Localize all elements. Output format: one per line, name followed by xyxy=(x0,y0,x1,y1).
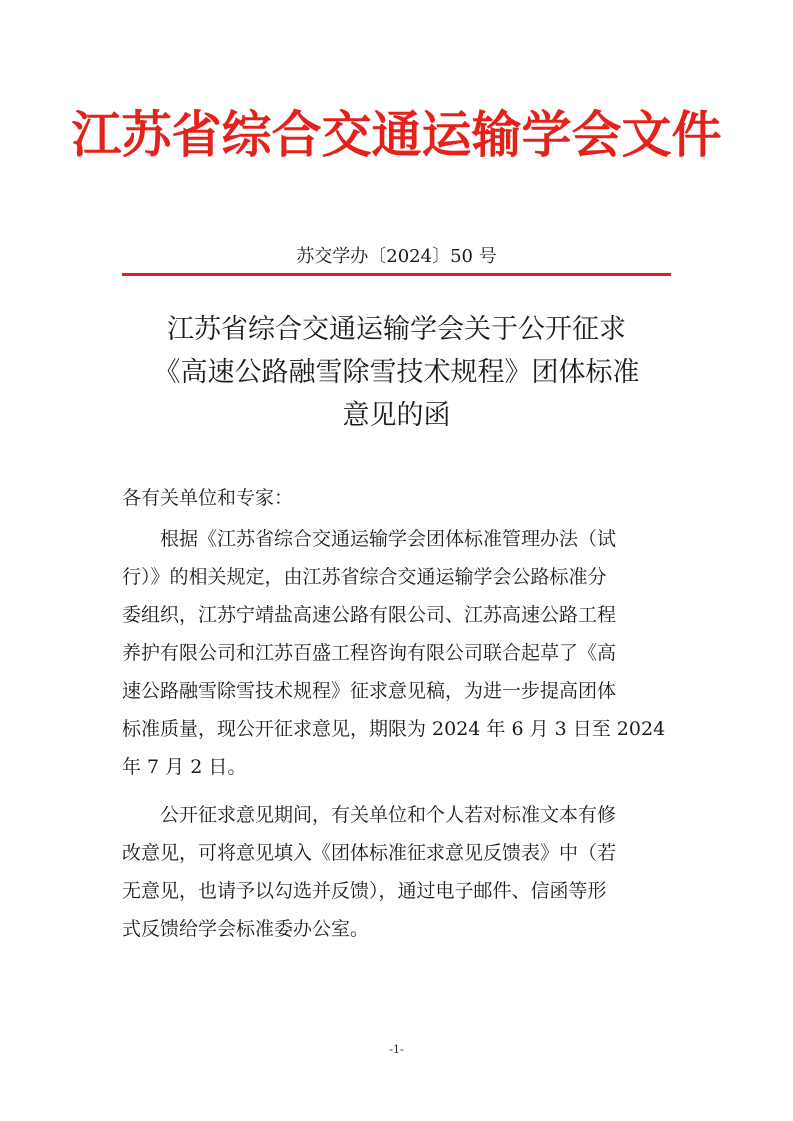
paragraph-line: 委组织，江苏宁靖盐高速公路有限公司、江苏高速公路工程 xyxy=(122,604,617,626)
page-number: -1- xyxy=(389,1043,404,1056)
title-line: 江苏省综合交通运输学会关于公开征求 xyxy=(167,314,626,345)
salutation: 各有关单位和专家： xyxy=(122,487,294,509)
title-line: 《高速公路融雪除雪技术规程》团体标准 xyxy=(153,357,640,388)
org-header-title: 江苏省综合交通运输学会文件 xyxy=(71,105,722,164)
paragraph xyxy=(122,520,682,786)
paragraph-line: 速公路融雪除雪技术规程》征求意见稿，为进一步提高团体 xyxy=(122,680,617,702)
paragraph-line: 公开征求意见期间，有关单位和个人若对标准文本有修 xyxy=(160,804,617,826)
paragraph-line: 标准质量，现公开征求意见，期限为 2024 年 6 月 3 日至 2024 xyxy=(122,718,666,740)
header-divider xyxy=(122,273,671,276)
title-line: 意见的函 xyxy=(342,400,451,431)
paragraph-line: 改意见，可将意见填入《团体标准征求意见反馈表》中（若 xyxy=(122,842,617,864)
paragraph-line: 行）》的相关规定，由江苏省综合交通运输学会公路标准分 xyxy=(122,566,607,588)
paragraph-line: 根据《江苏省综合交通运输学会团体标准管理办法（试 xyxy=(160,528,617,550)
paragraph-line: 无意见，也请予以勾选并反馈），通过电子邮件、信函等形 xyxy=(122,880,607,902)
document-body xyxy=(122,520,682,948)
paragraph-line: 养护有限公司和江苏百盛工程咨询有限公司联合起草了《高 xyxy=(122,642,617,664)
document-number: 苏交学办〔2024〕50 号 xyxy=(296,246,497,267)
document-title xyxy=(0,308,793,437)
paragraph-line: 年 7 月 2 日。 xyxy=(122,756,247,778)
paragraph xyxy=(122,796,682,948)
paragraph-line: 式反馈给学会标准委办公室。 xyxy=(122,918,370,940)
